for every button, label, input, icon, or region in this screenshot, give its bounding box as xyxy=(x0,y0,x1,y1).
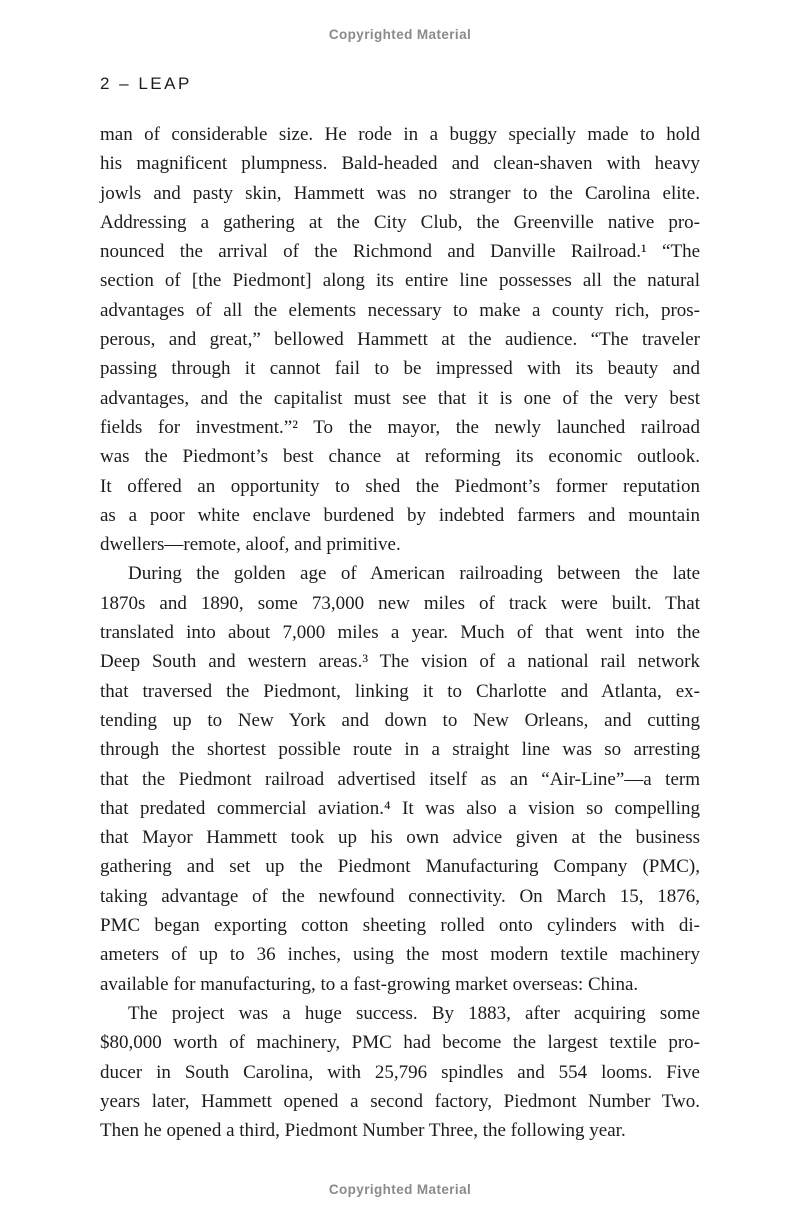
text-line: dwellers—remote, aloof, and primitive. xyxy=(100,534,401,556)
text-line: available for manufacturing, to a fast-growing market overseas: China. xyxy=(100,973,639,995)
paragraph xyxy=(100,559,700,998)
text-line: was the Piedmont’s best chance at reforming its economic outlook. xyxy=(100,446,700,468)
text-line: that predated commercial aviation.⁴ It was also a vision so compelling xyxy=(100,797,700,819)
text-line: taking advantage of the newfound connectivity. On March 15, 1876, xyxy=(100,885,700,907)
text-line: gathering and set up the Piedmont Manufacturing Company (PMC), xyxy=(100,856,700,878)
text-line: Then he opened a third, Piedmont Number Three, the following year. xyxy=(100,1120,626,1142)
text-line: fields for investment.”² To the mayor, the newly launched railroad xyxy=(100,416,700,438)
text-line: that Mayor Hammett took up his own advice given at the business xyxy=(100,827,700,849)
text-line: years later, Hammett opened a second factory, Piedmont Number Two. xyxy=(100,1090,700,1112)
running-head: 2 – LEAP xyxy=(100,74,192,93)
text-line: man of considerable size. He rode in a buggy specially made to hold xyxy=(100,124,700,145)
text-line: ducer in South Carolina, with 25,796 spindles and 554 looms. Five xyxy=(100,1061,700,1083)
paragraph xyxy=(100,120,700,559)
text-line: passing through it cannot fail to be impressed with its beauty and xyxy=(100,358,700,380)
text-line: Deep South and western areas.³ The vision of a national rail network xyxy=(100,651,700,673)
text-block xyxy=(100,120,700,1145)
text-line: $80,000 worth of machinery, PMC had become the largest textile pro- xyxy=(100,1032,700,1054)
text-line: Addressing a gathering at the City Club, the Greenville native pro- xyxy=(100,211,700,233)
text-line: that traversed the Piedmont, linking it to Charlotte and Atlanta, ex- xyxy=(100,680,700,702)
text-line: through the shortest possible route in a straight line was so arresting xyxy=(100,739,700,761)
paragraph xyxy=(100,999,700,1145)
text-line: translated into about 7,000 miles a year. Much of that went into the xyxy=(100,622,700,644)
copyright-notice-bottom: Copyrighted Material xyxy=(328,1182,472,1197)
text-line: 1870s and 1890, some 73,000 new miles of track were built. That xyxy=(100,592,700,614)
text-line: It offered an opportunity to shed the Piedmont’s former reputation xyxy=(100,475,700,497)
text-line: tending up to New York and down to New Orleans, and cutting xyxy=(100,709,700,731)
text-line: The project was a huge success. By 1883, after acquiring some xyxy=(128,1002,700,1024)
text-line: During the golden age of American railroading between the late xyxy=(128,563,700,585)
text-line: perous, and great,” bellowed Hammett at the audience. “The traveler xyxy=(100,329,700,351)
text-line: advantages, and the capitalist must see that it is one of the very best xyxy=(100,387,700,409)
text-line: nounced the arrival of the Richmond and Danville Railroad.¹ “The xyxy=(100,241,700,263)
text-line: that the Piedmont railroad advertised itself as an “Air-Line”—a term xyxy=(100,768,700,790)
text-line: jowls and pasty skin, Hammett was no stranger to the Carolina elite. xyxy=(100,182,700,204)
text-line: ameters of up to 36 inches, using the most modern textile machinery xyxy=(100,944,700,966)
copyright-notice-top: Copyrighted Material xyxy=(328,27,472,42)
text-line: advantages of all the elements necessary to make a county rich, pros- xyxy=(100,299,700,321)
text-line: PMC began exporting cotton sheeting rolled onto cylinders with di- xyxy=(100,915,700,937)
text-line: section of [the Piedmont] along its entire line possesses all the natural xyxy=(100,270,700,292)
text-line: as a poor white enclave burdened by indebted farmers and mountain xyxy=(100,504,700,526)
text-line: his magnificent plumpness. Bald-headed and clean-shaven with heavy xyxy=(100,153,700,175)
